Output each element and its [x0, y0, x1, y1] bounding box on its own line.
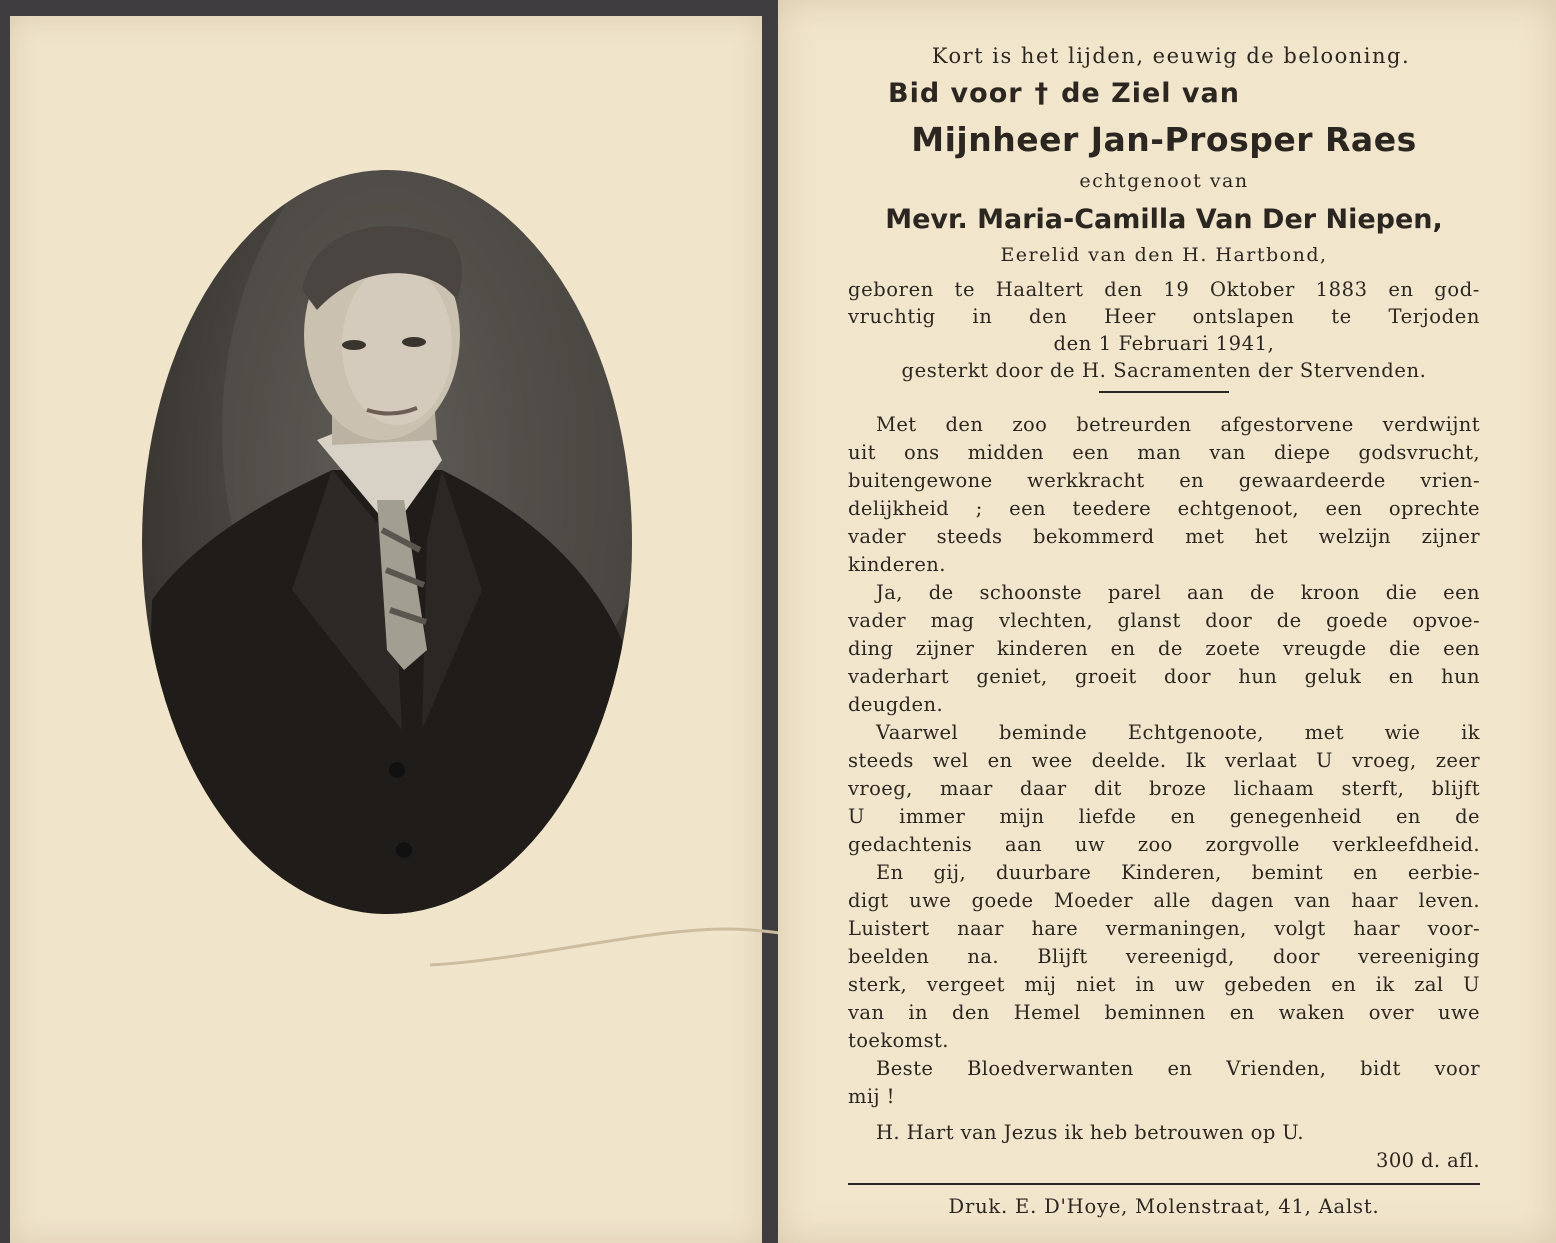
memorial-text	[848, 44, 1480, 1218]
body-line: toekomst.	[848, 1029, 949, 1052]
cross-icon: †	[1034, 78, 1050, 109]
spouse-name: Mevr. Maria-Camilla Van Der Niepen,	[885, 204, 1443, 235]
body-line: sterk, vergeet mij niet in uw gebeden en ik zal U	[848, 973, 1480, 996]
body-line: beelden na. Blijft vereenigd, door vereeniging	[848, 945, 1480, 968]
text-panel	[778, 0, 1556, 1243]
prayer-heading	[888, 78, 1480, 120]
life-details	[848, 278, 1480, 386]
body-line: kinderen.	[848, 553, 946, 576]
portrait-panel	[10, 16, 762, 1243]
body-line: Vaarwel beminde Echtgenoote, met wie ik	[876, 721, 1480, 744]
body-line: van in den Hemel beminnen en waken over uwe	[848, 1001, 1480, 1024]
body-line: vroeg, maar daar dit broze lichaam sterft, blijft	[848, 777, 1480, 800]
body-line: digt uwe goede Moeder alle dagen van haar leven.	[848, 889, 1480, 912]
footer-rule	[848, 1183, 1480, 1185]
body-line: ding zijner kinderen en de zoete vreugde die een	[848, 637, 1480, 660]
life-line: gesterkt door de H. Sacramenten der Stervenden.	[901, 359, 1427, 382]
closing-prayer: H. Hart van Jezus ik heb betrouwen op U.	[876, 1121, 1304, 1144]
body-line: En gij, duurbare Kinderen, bemint en eerbie-	[876, 861, 1480, 884]
body-line: uit ons midden een man van diepe godsvrucht,	[848, 441, 1480, 464]
body-line: Ja, de schoonste parel aan de kroon die een	[876, 581, 1480, 604]
body-line: mij !	[848, 1085, 895, 1108]
ziel-van: de Ziel van	[1061, 78, 1240, 109]
body-line: U immer mijn liefde en genegenheid en de	[848, 805, 1480, 828]
body-line: buitengewone werkkracht en gewaardeerde vrien-	[848, 469, 1480, 492]
body-line: vader mag vlechten, glanst door de goede opvoe-	[848, 609, 1480, 632]
body-line: vaderhart geniet, groeit door hun geluk en hun	[848, 665, 1480, 688]
indulgence-note: 300 d. afl.	[1376, 1149, 1480, 1172]
life-line: den 1 Februari 1941,	[1053, 332, 1275, 355]
life-line: vruchtig in den Heer ontslapen te Terjoden	[848, 305, 1480, 328]
bid-voor: Bid voor	[888, 78, 1023, 109]
spouse-intro: echtgenoot van	[1079, 170, 1249, 192]
body-line: steeds wel en wee deelde. Ik verlaat U vroeg, zeer	[848, 749, 1480, 772]
body-line: Beste Bloedverwanten en Vrienden, bidt voor	[876, 1057, 1480, 1080]
body-line: deugden.	[848, 693, 944, 716]
deceased-name: Mijnheer Jan-Prosper Raes	[911, 120, 1417, 159]
eulogy-text	[848, 411, 1480, 1175]
printer-credit: Druk. E. D'Hoye, Molenstraat, 41, Aalst.	[948, 1195, 1380, 1218]
motto: Kort is het lijden, eeuwig de belooning.	[931, 44, 1411, 68]
man-portrait-icon	[142, 170, 632, 914]
body-line: gedachtenis aan uw zoo zorgvolle verkleefdheid.	[848, 833, 1480, 856]
honor-line: Eerelid van den H. Hartbond,	[1000, 244, 1328, 266]
body-line: Luistert naar hare vermaningen, volgt haar voor-	[848, 917, 1480, 940]
body-line: vader steeds bekommerd met het welzijn zijner	[848, 525, 1480, 548]
divider-rule	[1099, 391, 1229, 393]
portrait-photo	[142, 170, 632, 914]
body-line: Met den zoo betreurden afgestorvene verdwijnt	[876, 413, 1480, 436]
life-line: geboren te Haaltert den 19 Oktober 1883 en god-	[848, 278, 1480, 301]
body-line: delijkheid ; een teedere echtgenoot, een oprechte	[848, 497, 1480, 520]
